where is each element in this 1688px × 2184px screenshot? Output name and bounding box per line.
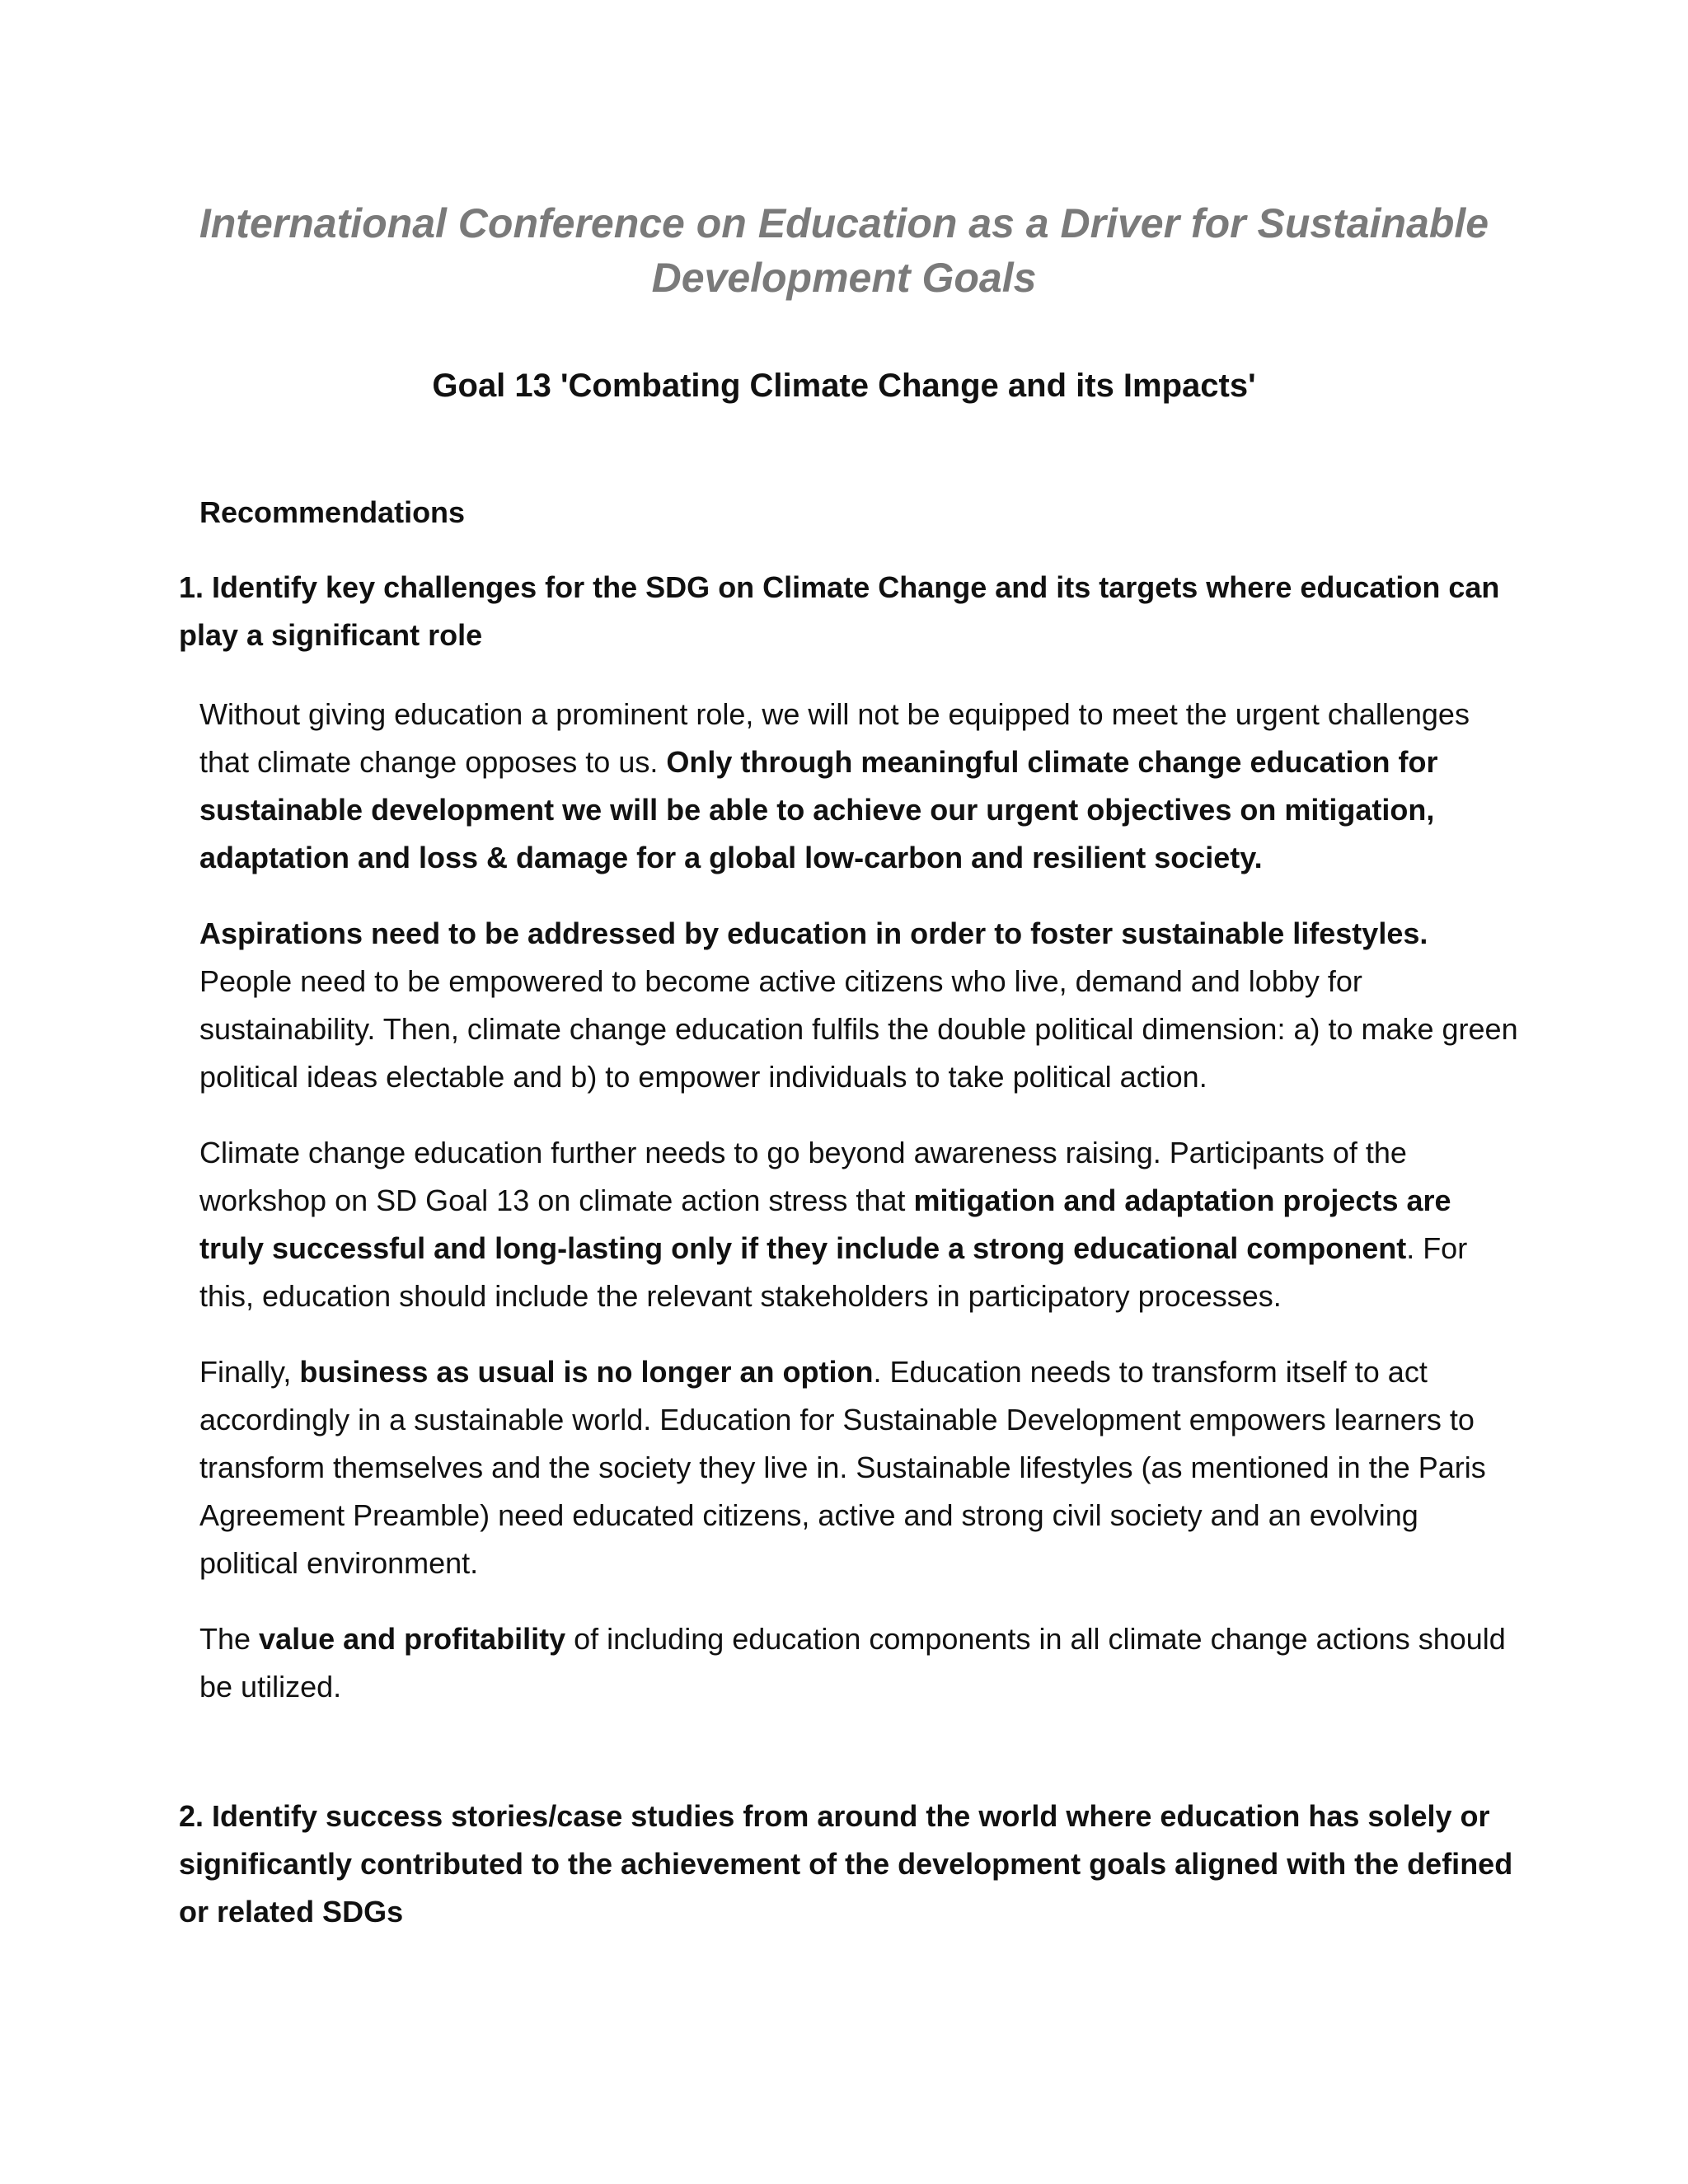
paragraph-2	[199, 910, 1518, 1101]
paragraph-3-text-end: . For this, education should include the relevant stakeholders in participatory processes.	[199, 1231, 1468, 1313]
paragraph-1-bold: Only through meaningful climate change education for sustainable development we will be able to achieve our urgent objectives on mitigation, adaptation and loss & damage for a global low-carbon and resilient society.	[199, 745, 1438, 874]
paragraph-5-bold: value and profitability	[259, 1622, 566, 1656]
paragraph-3	[199, 1129, 1518, 1320]
paragraph-5	[199, 1615, 1518, 1711]
paragraph-2-bold: Aspirations need to be addressed by education in order to foster sustainable lifestyles.	[199, 916, 1428, 950]
paragraph-5-text-end: of including education components in all climate change actions should be utilized.	[199, 1622, 1506, 1704]
paragraph-4-bold: business as usual is no longer an option	[299, 1355, 874, 1389]
paragraph-1-text: Without giving education a prominent role, we will not be equipped to meet the urgent challenges that climate change opposes to us.	[199, 697, 1470, 779]
section-1-heading: 1. Identify key challenges for the SDG on Climate Change and its targets where education can play a significant role	[179, 570, 1500, 652]
paragraph-1	[199, 691, 1518, 882]
document-title: International Conference on Education as a Driver for Sustainable Development Goals	[199, 200, 1489, 301]
recommendations-label: Recommendations	[199, 495, 466, 529]
goal-heading: Goal 13 'Combating Climate Change and its Impacts'	[432, 368, 1256, 404]
paragraph-2-text: People need to be empowered to become active citizens who live, demand and lobby for sustainability. Then, climate change education fulfils the double political dimension: a) to make green political ideas electable and b) to empower individuals to take political action.	[199, 964, 1518, 1094]
section-1-body	[199, 691, 1518, 1739]
paragraph-3-text: Climate change education further needs to go beyond awareness raising. Participants of the workshop on SD Goal 13 on climate action stress that	[199, 1136, 1407, 1217]
paragraph-3-bold: mitigation and adaptation projects are truly successful and long-lasting only if they include a strong educational component	[199, 1183, 1451, 1265]
paragraph-4-text: Finally,	[199, 1355, 300, 1389]
section-2-heading: 2. Identify success stories/case studies from around the world where education has solely or significantly contributed to the achievement of the development goals aligned with the defined or related SDGs	[179, 1799, 1513, 1929]
paragraph-5-text: The	[199, 1622, 260, 1656]
paragraph-4	[199, 1348, 1518, 1587]
paragraph-4-text-end: . Education needs to transform itself to act accordingly in a sustainable world. Education for Sustainable Development empowers learners to transform themselves and the society they live in. Sustainable lifestyles (as mentioned in the Paris Agreement Preamble) need educated citizens, active and strong civil society and an evolving political environment.	[199, 1355, 1486, 1580]
